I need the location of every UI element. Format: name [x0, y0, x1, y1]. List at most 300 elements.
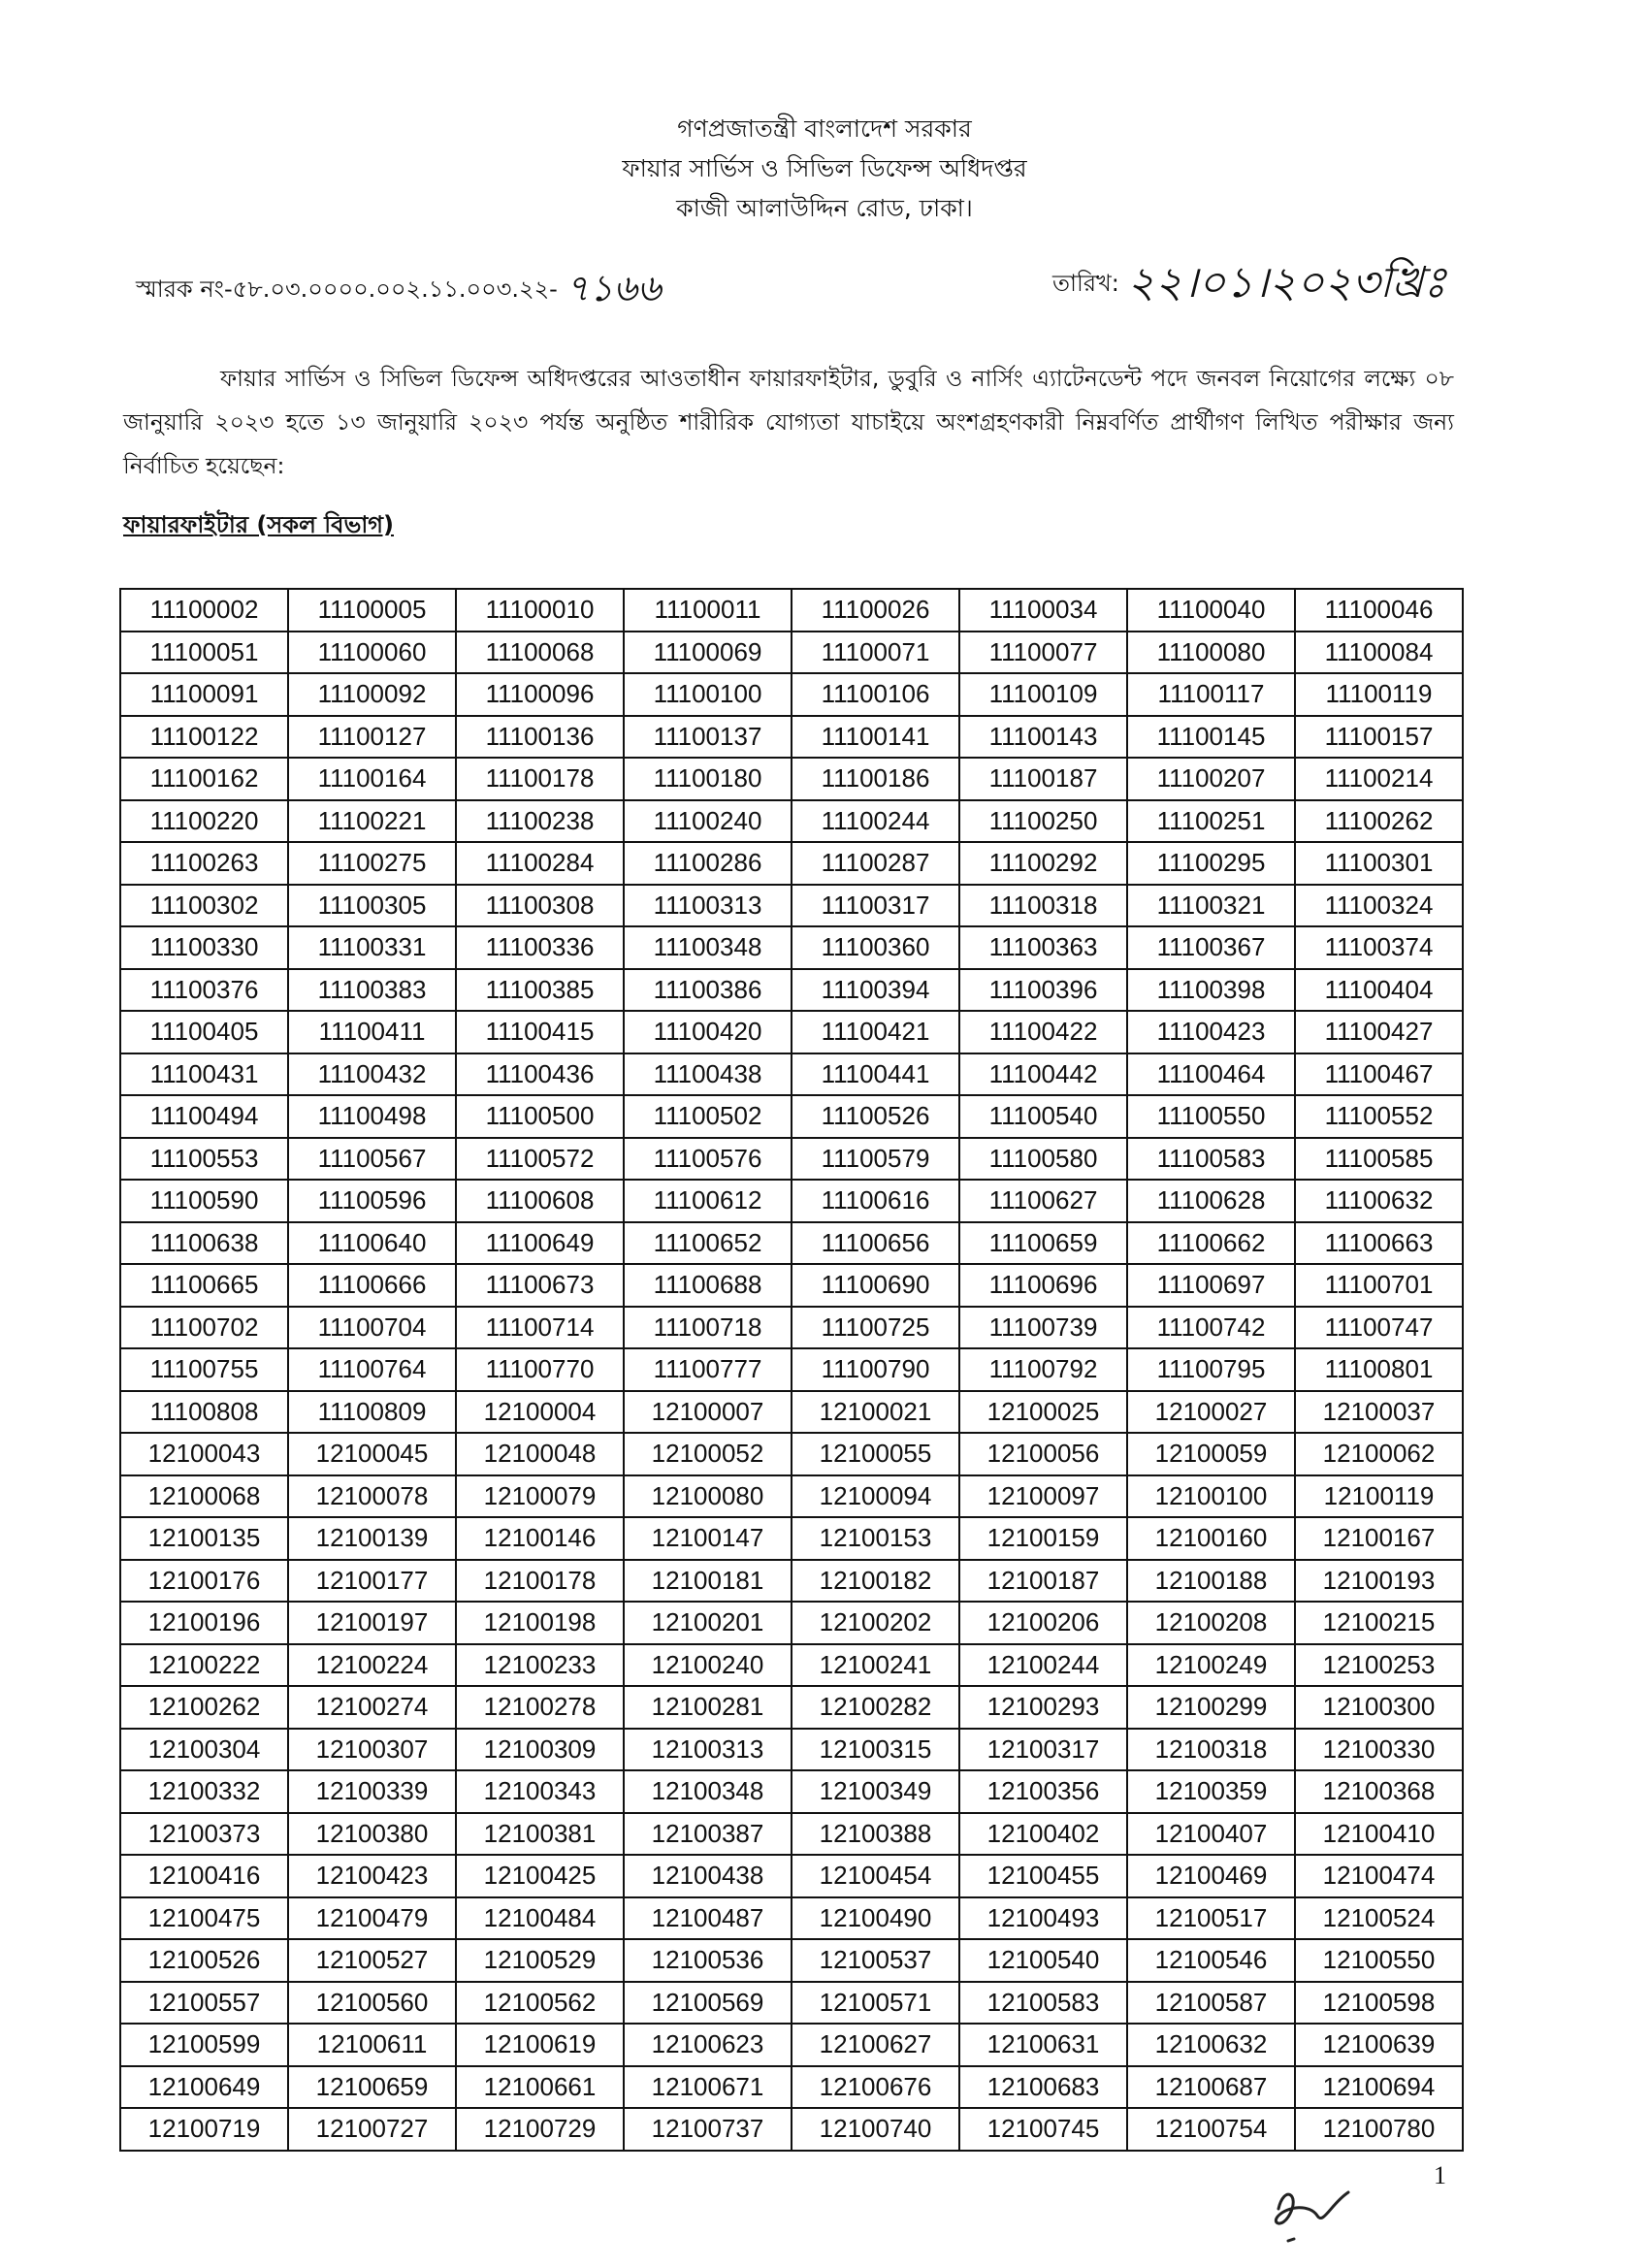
roll-number-cell: 12100583 [959, 1982, 1127, 2025]
roll-number-cell: 11100422 [959, 1011, 1127, 1053]
roll-number-cell: 11100318 [959, 885, 1127, 927]
roll-number-cell: 12100048 [456, 1433, 624, 1475]
roll-number-cell: 11100286 [624, 842, 792, 885]
roll-number-cell: 11100164 [288, 758, 456, 800]
roll-number-cell: 12100407 [1127, 1813, 1295, 1856]
table-row [120, 1011, 1463, 1053]
roll-number-cell: 12100027 [1127, 1391, 1295, 1434]
roll-number-cell: 11100583 [1127, 1138, 1295, 1181]
roll-number-cell: 12100309 [456, 1729, 624, 1771]
roll-number-cell: 12100343 [456, 1770, 624, 1813]
roll-number-cell: 12100330 [1295, 1729, 1463, 1771]
roll-number-cell: 11100084 [1295, 632, 1463, 674]
roll-number-cell: 11100590 [120, 1180, 288, 1222]
roll-number-cell: 11100331 [288, 926, 456, 969]
roll-number-cell: 12100037 [1295, 1391, 1463, 1434]
roll-number-cell: 11100572 [456, 1138, 624, 1181]
roll-number-cell: 12100062 [1295, 1433, 1463, 1475]
roll-number-cell: 12100527 [288, 1939, 456, 1982]
roll-number-cell: 11100777 [624, 1348, 792, 1391]
roll-number-cell: 11100801 [1295, 1348, 1463, 1391]
roll-number-cell: 11100117 [1127, 673, 1295, 716]
roll-number-cell: 11100263 [120, 842, 288, 885]
roll-number-cell: 12100454 [792, 1855, 959, 1897]
roll-number-cell: 11100494 [120, 1095, 288, 1138]
roll-number-cell: 12100198 [456, 1602, 624, 1644]
table-row [120, 1138, 1463, 1181]
roll-number-cell: 12100339 [288, 1770, 456, 1813]
roll-number-cell: 12100348 [624, 1770, 792, 1813]
roll-number-cell: 11100178 [456, 758, 624, 800]
roll-number-cell: 11100145 [1127, 716, 1295, 759]
notice-paragraph: ফায়ার সার্ভিস ও সিভিল ডিফেন্স অধিদপ্তরের আওতাধীন ফায়ারফাইটার, ডুবুরি ও নার্সিং এ্যাটেনডেন্ট পদে জনবল নিয়োগের লক্ষ্যে ০৮ জানুয়ারি ২০২৩ হতে ১৩ জানুয়ারি ২০২৩ পর্যন্ত অনুষ্ঠিত শারীরিক যোগ্যতা যাচাইয়ে অংশগ্রহণকারী নিম্নবর্ণিত প্রার্থীগণ লিখিত পরীক্ষার জন্য নির্বাচিত হয়েছেন: [123, 365, 1454, 479]
roll-number-cell: 12100402 [959, 1813, 1127, 1856]
roll-number-cell: 12100249 [1127, 1644, 1295, 1687]
roll-number-cell: 12100240 [624, 1644, 792, 1687]
table-row [120, 1264, 1463, 1307]
roll-number-cell: 12100598 [1295, 1982, 1463, 2025]
table-row [120, 1053, 1463, 1096]
roll-number-cell: 12100754 [1127, 2108, 1295, 2151]
roll-number-cell: 11100207 [1127, 758, 1295, 800]
roll-number-cell: 11100002 [120, 589, 288, 632]
roll-number-cell: 11100795 [1127, 1348, 1295, 1391]
roll-number-cell: 11100467 [1295, 1053, 1463, 1096]
roll-number-cell: 12100197 [288, 1602, 456, 1644]
office-address: কাজী আলাউদ্দিন রোড, ঢাকা। [676, 194, 973, 222]
roll-number-cell: 12100587 [1127, 1982, 1295, 2025]
roll-number-cell: 12100045 [288, 1433, 456, 1475]
roll-number-cell: 11100394 [792, 969, 959, 1012]
roll-number-cell: 11100627 [959, 1180, 1127, 1222]
roll-number-cell: 11100580 [959, 1138, 1127, 1181]
roll-number-cell: 11100262 [1295, 800, 1463, 843]
roll-number-cell: 11100080 [1127, 632, 1295, 674]
roll-number-cell: 11100540 [959, 1095, 1127, 1138]
roll-number-cell: 11100576 [624, 1138, 792, 1181]
roll-number-cell: 11100502 [624, 1095, 792, 1138]
roll-number-cell: 11100579 [792, 1138, 959, 1181]
roll-number-cell: 11100638 [120, 1222, 288, 1265]
roll-number-cell: 12100304 [120, 1729, 288, 1771]
table-row [120, 632, 1463, 674]
table-row [120, 1307, 1463, 1349]
roll-number-cell: 12100056 [959, 1433, 1127, 1475]
roll-number-cell: 12100139 [288, 1517, 456, 1560]
roll-number-cell: 11100616 [792, 1180, 959, 1222]
department-name: ফায়ার সার্ভিস ও সিভিল ডিফেন্স অধিদপ্তর [622, 154, 1027, 182]
roll-number-cell: 12100222 [120, 1644, 288, 1687]
table-row [120, 589, 1463, 632]
roll-number-cell: 12100517 [1127, 1897, 1295, 1940]
roll-number-cell: 11100612 [624, 1180, 792, 1222]
roll-number-cell: 12100619 [456, 2024, 624, 2066]
roll-number-cell: 12100490 [792, 1897, 959, 1940]
roll-number-cell: 12100380 [288, 1813, 456, 1856]
roll-number-cell: 12100683 [959, 2066, 1127, 2109]
roll-number-cell: 12100745 [959, 2108, 1127, 2151]
roll-number-cell: 12100623 [624, 2024, 792, 2066]
govt-name: গণপ্রজাতন্ত্রী বাংলাদেশ সরকার [677, 114, 972, 143]
roll-number-cell: 12100571 [792, 1982, 959, 2025]
roll-number-cell: 12100631 [959, 2024, 1127, 2066]
roll-number-cell: 11100244 [792, 800, 959, 843]
roll-number-cell: 12100119 [1295, 1475, 1463, 1518]
roll-number-cell: 11100498 [288, 1095, 456, 1138]
roll-number-cell: 12100627 [792, 2024, 959, 2066]
roll-number-cell: 12100524 [1295, 1897, 1463, 1940]
roll-number-cell: 11100652 [624, 1222, 792, 1265]
roll-number-cell: 11100411 [288, 1011, 456, 1053]
roll-number-cell: 12100632 [1127, 2024, 1295, 2066]
roll-number-cell: 11100238 [456, 800, 624, 843]
memo-number [136, 260, 662, 322]
roll-number-cell: 12100182 [792, 1560, 959, 1603]
roll-number-cell: 12100416 [120, 1855, 288, 1897]
roll-number-cell: 12100493 [959, 1897, 1127, 1940]
roll-number-cell: 11100040 [1127, 589, 1295, 632]
roll-number-cell: 11100287 [792, 842, 959, 885]
roll-number-cell: 12100455 [959, 1855, 1127, 1897]
roll-number-cell: 11100755 [120, 1348, 288, 1391]
roll-number-cell: 11100666 [288, 1264, 456, 1307]
document-header [0, 109, 1649, 228]
date-label: তারিখ: [1052, 270, 1119, 297]
table-row [120, 1855, 1463, 1897]
roll-number-cell: 12100079 [456, 1475, 624, 1518]
roll-number-cell: 11100106 [792, 673, 959, 716]
roll-number-cell: 11100071 [792, 632, 959, 674]
roll-number-cell: 12100097 [959, 1475, 1127, 1518]
roll-number-cell: 12100177 [288, 1560, 456, 1603]
roll-number-cell: 12100178 [456, 1560, 624, 1603]
table-row [120, 758, 1463, 800]
roll-number-cell: 11100162 [120, 758, 288, 800]
roll-number-cell: 12100423 [288, 1855, 456, 1897]
roll-number-cell: 11100725 [792, 1307, 959, 1349]
roll-number-cell: 11100718 [624, 1307, 792, 1349]
roll-number-cell: 12100224 [288, 1644, 456, 1687]
table-row [120, 926, 1463, 969]
roll-number-cell: 12100661 [456, 2066, 624, 2109]
roll-number-cell: 11100301 [1295, 842, 1463, 885]
roll-number-cell: 12100052 [624, 1433, 792, 1475]
roll-number-cell: 12100233 [456, 1644, 624, 1687]
roll-number-cell: 12100474 [1295, 1855, 1463, 1897]
roll-number-cell: 12100193 [1295, 1560, 1463, 1603]
roll-number-cell: 11100100 [624, 673, 792, 716]
roll-number-cell: 12100780 [1295, 2108, 1463, 2151]
roll-number-cell: 11100250 [959, 800, 1127, 843]
roll-number-cell: 12100356 [959, 1770, 1127, 1813]
roll-number-cell: 12100043 [120, 1433, 288, 1475]
roll-number-cell: 11100662 [1127, 1222, 1295, 1265]
roll-number-cell: 11100348 [624, 926, 792, 969]
roll-number-cell: 12100215 [1295, 1602, 1463, 1644]
signature [1261, 2165, 1368, 2252]
roll-number-cell: 12100373 [120, 1813, 288, 1856]
roll-number-cell: 12100025 [959, 1391, 1127, 1434]
table-row [120, 2108, 1463, 2151]
roll-number-cell: 12100208 [1127, 1602, 1295, 1644]
roll-number-cell: 11100608 [456, 1180, 624, 1222]
roll-number-cell: 11100553 [120, 1138, 288, 1181]
roll-number-cell: 12100332 [120, 1770, 288, 1813]
roll-number-cell: 11100051 [120, 632, 288, 674]
roll-number-cell: 11100415 [456, 1011, 624, 1053]
table-row [120, 716, 1463, 759]
roll-number-cell: 12100359 [1127, 1770, 1295, 1813]
table-row [120, 1982, 1463, 2025]
roll-number-cell: 12100425 [456, 1855, 624, 1897]
roll-number-cell: 12100004 [456, 1391, 624, 1434]
roll-number-cell: 11100295 [1127, 842, 1295, 885]
roll-number-cell: 11100157 [1295, 716, 1463, 759]
date-handwritten: ২২।০১।২০২৩খ্রিঃ [1126, 258, 1446, 308]
roll-number-cell: 11100747 [1295, 1307, 1463, 1349]
roll-number-cell: 11100663 [1295, 1222, 1463, 1265]
roll-number-cell: 11100427 [1295, 1011, 1463, 1053]
roll-number-cell: 11100696 [959, 1264, 1127, 1307]
roll-number-cell: 12100475 [120, 1897, 288, 1940]
roll-number-cell: 12100293 [959, 1686, 1127, 1729]
roll-number-cell: 11100092 [288, 673, 456, 716]
roll-number-cell: 12100307 [288, 1729, 456, 1771]
roll-number-cell: 12100094 [792, 1475, 959, 1518]
roll-number-cell: 12100244 [959, 1644, 1127, 1687]
roll-number-cell: 12100160 [1127, 1517, 1295, 1560]
roll-number-cell: 11100742 [1127, 1307, 1295, 1349]
roll-number-cell: 12100560 [288, 1982, 456, 2025]
roll-number-cell: 11100317 [792, 885, 959, 927]
roll-table-body [120, 589, 1463, 2151]
roll-number-cell: 12100737 [624, 2108, 792, 2151]
roll-number-cell: 12100315 [792, 1729, 959, 1771]
roll-number-cell: 11100376 [120, 969, 288, 1012]
roll-number-cell: 12100487 [624, 1897, 792, 1940]
roll-number-cell: 12100317 [959, 1729, 1127, 1771]
roll-number-cell: 11100552 [1295, 1095, 1463, 1138]
roll-number-cell: 11100221 [288, 800, 456, 843]
roll-number-cell: 11100367 [1127, 926, 1295, 969]
roll-number-cell: 12100729 [456, 2108, 624, 2151]
roll-number-cell: 12100469 [1127, 1855, 1295, 1897]
roll-number-cell: 11100143 [959, 716, 1127, 759]
table-row [120, 1644, 1463, 1687]
roll-number-cell: 12100300 [1295, 1686, 1463, 1729]
roll-number-cell: 12100438 [624, 1855, 792, 1897]
roll-number-cell: 11100585 [1295, 1138, 1463, 1181]
roll-number-cell: 11100321 [1127, 885, 1295, 927]
roll-number-cell: 11100701 [1295, 1264, 1463, 1307]
roll-number-cell: 11100119 [1295, 673, 1463, 716]
roll-number-cell: 11100808 [120, 1391, 288, 1434]
roll-number-cell: 11100697 [1127, 1264, 1295, 1307]
roll-number-cell: 12100740 [792, 2108, 959, 2151]
roll-number-cell: 11100313 [624, 885, 792, 927]
roll-number-cell: 12100387 [624, 1813, 792, 1856]
table-row [120, 885, 1463, 927]
table-row [120, 1560, 1463, 1603]
roll-number-cell: 12100135 [120, 1517, 288, 1560]
roll-number-cell: 12100201 [624, 1602, 792, 1644]
roll-number-cell: 12100349 [792, 1770, 959, 1813]
roll-number-cell: 11100396 [959, 969, 1127, 1012]
roll-number-cell: 11100792 [959, 1348, 1127, 1391]
roll-number-cell: 12100687 [1127, 2066, 1295, 2109]
roll-number-cell: 11100302 [120, 885, 288, 927]
roll-number-cell: 12100068 [120, 1475, 288, 1518]
roll-number-cell: 11100596 [288, 1180, 456, 1222]
roll-number-cell: 12100671 [624, 2066, 792, 2109]
roll-number-cell: 11100809 [288, 1391, 456, 1434]
roll-number-cell: 11100790 [792, 1348, 959, 1391]
roll-number-cell: 11100628 [1127, 1180, 1295, 1222]
roll-number-cell: 11100739 [959, 1307, 1127, 1349]
roll-number-cell: 11100385 [456, 969, 624, 1012]
roll-number-cell: 12100659 [288, 2066, 456, 2109]
roll-number-cell: 12100153 [792, 1517, 959, 1560]
roll-number-cell: 12100278 [456, 1686, 624, 1729]
roll-number-cell: 12100484 [456, 1897, 624, 1940]
roll-number-cell: 11100136 [456, 716, 624, 759]
roll-number-cell: 12100479 [288, 1897, 456, 1940]
roll-number-cell: 12100562 [456, 1982, 624, 2025]
roll-number-cell: 12100546 [1127, 1939, 1295, 1982]
table-row [120, 1095, 1463, 1138]
roll-number-cell: 11100330 [120, 926, 288, 969]
roll-number-cell: 12100569 [624, 1982, 792, 2025]
roll-number-table [119, 588, 1464, 2152]
roll-number-cell: 12100540 [959, 1939, 1127, 1982]
roll-number-cell: 11100632 [1295, 1180, 1463, 1222]
roll-number-cell: 11100305 [288, 885, 456, 927]
roll-number-cell: 11100421 [792, 1011, 959, 1053]
roll-number-cell: 11100060 [288, 632, 456, 674]
roll-number-cell: 11100665 [120, 1264, 288, 1307]
roll-number-cell: 11100526 [792, 1095, 959, 1138]
table-row [120, 1897, 1463, 1940]
memo-label: স্মারক নং-৫৮.০৩.০০০০.০০২.১১.০০৩.২২- [136, 275, 558, 303]
roll-number-cell: 11100284 [456, 842, 624, 885]
roll-number-cell: 12100100 [1127, 1475, 1295, 1518]
roll-number-cell: 12100262 [120, 1686, 288, 1729]
roll-number-cell: 11100180 [624, 758, 792, 800]
roll-number-cell: 12100299 [1127, 1686, 1295, 1729]
roll-number-cell: 11100127 [288, 716, 456, 759]
roll-number-cell: 12100381 [456, 1813, 624, 1856]
table-row [120, 1939, 1463, 1982]
table-row [120, 1686, 1463, 1729]
roll-number-cell: 12100146 [456, 1517, 624, 1560]
roll-number-cell: 11100431 [120, 1053, 288, 1096]
roll-number-cell: 11100077 [959, 632, 1127, 674]
table-row [120, 2024, 1463, 2066]
roll-number-cell: 11100214 [1295, 758, 1463, 800]
roll-number-cell: 11100442 [959, 1053, 1127, 1096]
page-number: 1 [1434, 2161, 1446, 2189]
roll-number-cell: 11100550 [1127, 1095, 1295, 1138]
roll-number-cell: 11100324 [1295, 885, 1463, 927]
roll-number-cell: 12100676 [792, 2066, 959, 2109]
roll-number-cell: 11100656 [792, 1222, 959, 1265]
roll-number-cell: 11100420 [624, 1011, 792, 1053]
roll-number-cell: 11100034 [959, 589, 1127, 632]
roll-number-cell: 11100363 [959, 926, 1127, 969]
roll-number-cell: 12100368 [1295, 1770, 1463, 1813]
table-row [120, 1729, 1463, 1771]
roll-number-cell: 11100659 [959, 1222, 1127, 1265]
roll-number-cell: 12100187 [959, 1560, 1127, 1603]
roll-number-cell: 12100188 [1127, 1560, 1295, 1603]
roll-number-cell: 12100639 [1295, 2024, 1463, 2066]
roll-number-cell: 11100714 [456, 1307, 624, 1349]
roll-number-cell: 12100241 [792, 1644, 959, 1687]
roll-number-cell: 11100010 [456, 589, 624, 632]
roll-number-cell: 12100526 [120, 1939, 288, 1982]
roll-number-cell: 12100196 [120, 1602, 288, 1644]
roll-number-cell: 11100292 [959, 842, 1127, 885]
table-row [120, 842, 1463, 885]
roll-number-cell: 11100109 [959, 673, 1127, 716]
roll-number-cell: 11100137 [624, 716, 792, 759]
table-row [120, 1391, 1463, 1434]
roll-number-cell: 11100690 [792, 1264, 959, 1307]
roll-number-cell: 11100011 [624, 589, 792, 632]
roll-number-cell: 11100220 [120, 800, 288, 843]
roll-number-cell: 11100186 [792, 758, 959, 800]
roll-number-cell: 12100649 [120, 2066, 288, 2109]
roll-number-cell: 11100240 [624, 800, 792, 843]
document-date [1052, 250, 1446, 321]
roll-number-cell: 12100282 [792, 1686, 959, 1729]
roll-number-cell: 12100253 [1295, 1644, 1463, 1687]
roll-number-cell: 12100206 [959, 1602, 1127, 1644]
roll-number-cell: 12100727 [288, 2108, 456, 2151]
roll-number-cell: 11100383 [288, 969, 456, 1012]
roll-number-cell: 11100441 [792, 1053, 959, 1096]
roll-number-cell: 12100318 [1127, 1729, 1295, 1771]
roll-number-cell: 12100313 [624, 1729, 792, 1771]
roll-number-cell: 11100673 [456, 1264, 624, 1307]
table-row [120, 1180, 1463, 1222]
table-row [120, 1433, 1463, 1475]
roll-number-cell: 11100091 [120, 673, 288, 716]
roll-number-cell: 12100410 [1295, 1813, 1463, 1856]
table-row [120, 1475, 1463, 1518]
table-row [120, 1602, 1463, 1644]
roll-number-cell: 11100360 [792, 926, 959, 969]
memo-handwritten-number: ৭১৬৬ [565, 267, 662, 309]
roll-number-cell: 11100423 [1127, 1011, 1295, 1053]
roll-number-cell: 11100069 [624, 632, 792, 674]
roll-number-cell: 11100567 [288, 1138, 456, 1181]
roll-number-cell: 11100702 [120, 1307, 288, 1349]
roll-number-cell: 11100405 [120, 1011, 288, 1053]
roll-number-cell: 12100281 [624, 1686, 792, 1729]
roll-number-cell: 11100005 [288, 589, 456, 632]
roll-number-cell: 11100438 [624, 1053, 792, 1096]
roll-number-cell: 12100599 [120, 2024, 288, 2066]
roll-number-cell: 12100059 [1127, 1433, 1295, 1475]
roll-number-cell: 11100688 [624, 1264, 792, 1307]
roll-number-cell: 12100529 [456, 1939, 624, 1982]
roll-number-cell: 11100251 [1127, 800, 1295, 843]
roll-number-cell: 12100055 [792, 1433, 959, 1475]
roll-number-cell: 12100167 [1295, 1517, 1463, 1560]
roll-number-cell: 11100275 [288, 842, 456, 885]
table-row [120, 1222, 1463, 1265]
